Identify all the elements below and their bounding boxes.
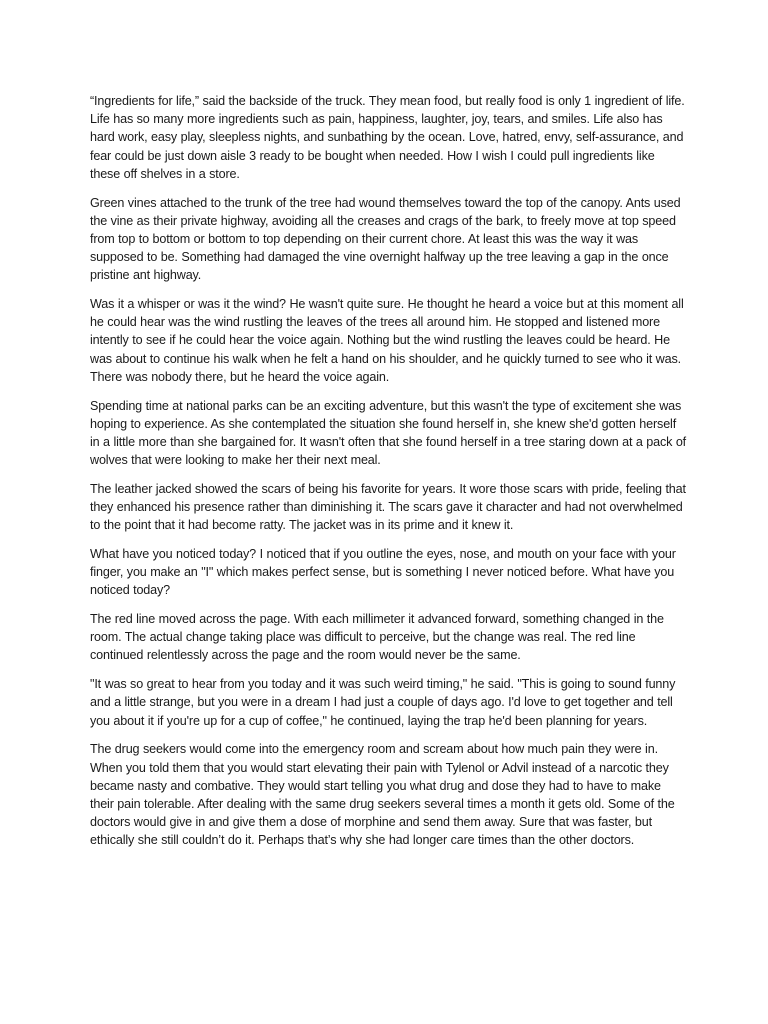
paragraph-2: Green vines attached to the trunk of the tree had wound themselves toward the top of the canopy. Ants used the vine as their private highway, avoiding all the creases and crags of the bark, to freely move at top speed from top to bottom or bottom to top depending on their current chore. At least this was the way it was supposed to be. Something had damaged the vine overnight halfway up the tree leaving a gap in the once pristine ant highway. (90, 195, 681, 283)
paragraph-6: What have you noticed today? I noticed that if you outline the eyes, nose, and mouth on your face with your finger, you make an "I" which makes perfect sense, but is something I never noticed before. What have you noticed today? (90, 546, 676, 598)
paragraph-9: The drug seekers would come into the emergency room and scream about how much pain they were in. When you told them that you would start elevating their pain with Tylenol or Advil instead of a narcotic they became nasty and combative. They would start telling you what drug and dose they had to have to make their pain tolerable. After dealing with the same drug seekers several times a month it gets old. Some of the doctors would give in and give them a dose of morphine and send them away. Sure that was faster, but ethically she still couldn’t do it. Perhaps that’s why she had longer care times than the other doctors. (90, 742, 675, 848)
paragraph-1: “Ingredients for life,” said the backside of the truck. They mean food, but really food is only 1 ingredient of life. Life has so many more ingredients such as pain, happiness, laughter, joy, tears, and smiles. Life also has hard work, easy play, sleepless nights, and sunbathing by the ocean. Love, hatred, envy, self-assurance, and fear could be just down aisle 3 ready to be bought when needed. How I wish I could pull ingredients like these off shelves in a store. (90, 94, 685, 181)
paragraph-7: The red line moved across the page. With each millimeter it advanced forward, something changed in the room. The actual change taking place was difficult to perceive, but the change was real. The red line continued relentlessly across the page and the room would never be the same. (90, 612, 664, 663)
paragraph-8: "It was so great to hear from you today and it was such weird timing," he said. "This is going to sound funny and a little strange, but you were in a dream I had just a couple of days ago. I'd love to get together and tell you about it if you're up for a cup of coffee," he continued, laying the trap he'd been planning for years. (90, 677, 676, 728)
paragraph-4: Spending time at national parks can be an exciting adventure, but this wasn't the type of excitement she was hoping to experience. As she contemplated the situation she found herself in, she knew she'd gotten herself in a little more than she bargained for. It wasn't often that she found herself in a tree staring down at a pack of wolves that were looking to make her their next meal. (90, 398, 687, 468)
paragraph-3: Was it a whisper or was it the wind? He wasn't quite sure. He thought he heard a voice but at this moment all he could hear was the wind rustling the leaves of the trees all around him. He stopped and listened more intently to see if he could hear the voice again. Nothing but the wind rustling the leaves could be heard. He was about to continue his walk when he felt a hand on his shoulder, and he quickly turned to see who it was. There was nobody there, but he heard the voice again. (90, 297, 684, 384)
paragraph-5: The leather jacked showed the scars of being his favorite for years. It wore those scars with pride, feeling that they enhanced his presence rather than diminishing it. The scars gave it character and had not overwhelmed to the point that it had become ratty. The jacket was in its prime and it knew it. (90, 481, 686, 533)
